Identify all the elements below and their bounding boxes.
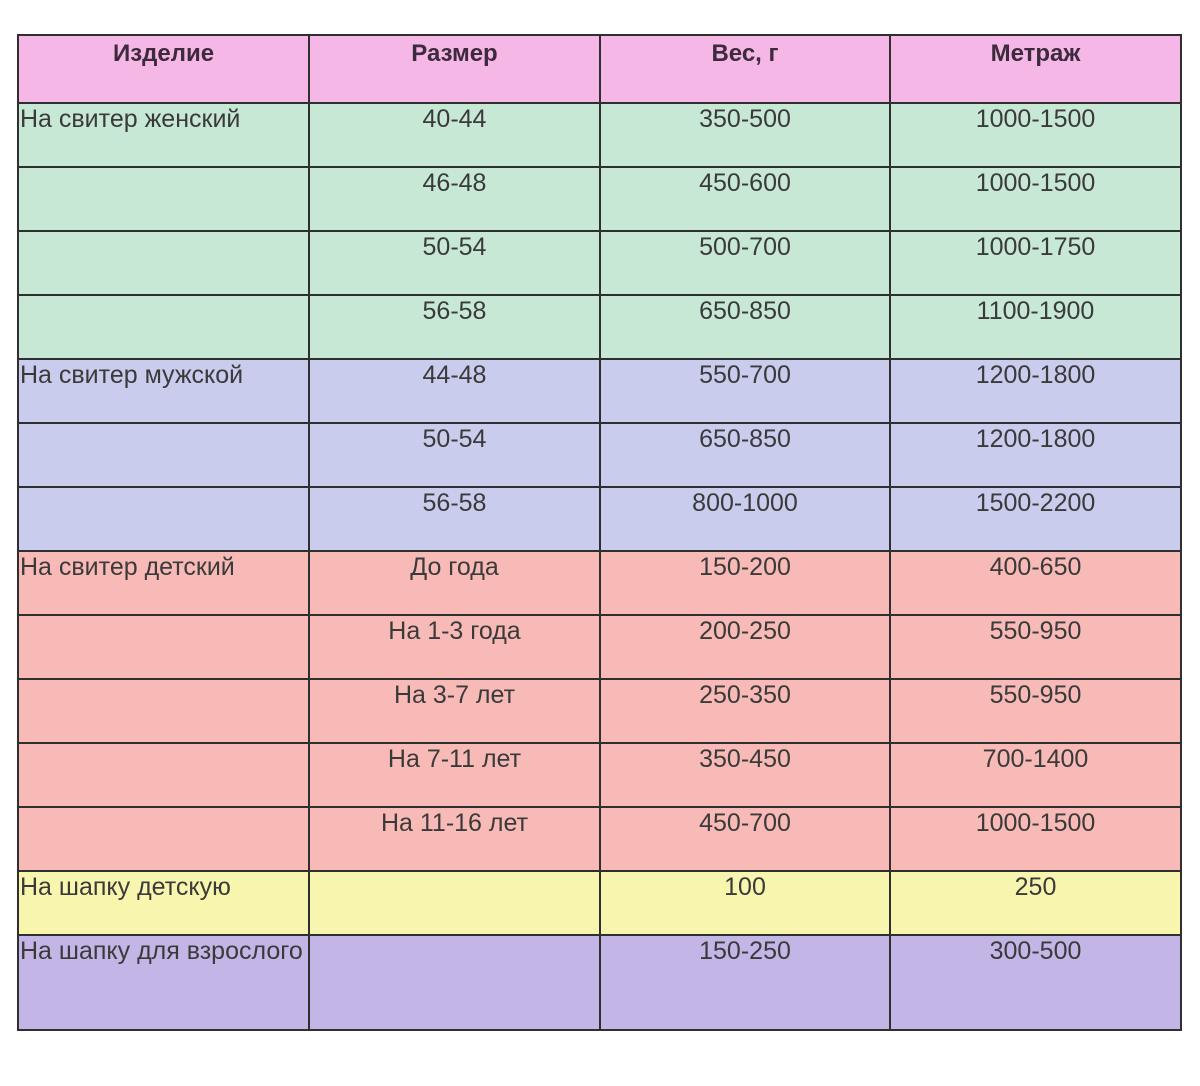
cell-weight: 350-450 bbox=[600, 743, 890, 807]
cell-item bbox=[18, 743, 309, 807]
cell-item: На свитер женский bbox=[18, 103, 309, 167]
cell-size: На 3-7 лет bbox=[309, 679, 600, 743]
cell-item bbox=[18, 807, 309, 871]
cell-weight: 550-700 bbox=[600, 359, 890, 423]
cell-length: 300-500 bbox=[890, 935, 1181, 1030]
cell-item bbox=[18, 295, 309, 359]
cell-weight: 650-850 bbox=[600, 295, 890, 359]
cell-weight: 150-200 bbox=[600, 551, 890, 615]
cell-item bbox=[18, 679, 309, 743]
cell-item: На свитер мужской bbox=[18, 359, 309, 423]
cell-item bbox=[18, 487, 309, 551]
header-item: Изделие bbox=[18, 35, 309, 103]
cell-length: 1000-1500 bbox=[890, 103, 1181, 167]
cell-item bbox=[18, 423, 309, 487]
cell-size: На 7-11 лет bbox=[309, 743, 600, 807]
cell-size: 56-58 bbox=[309, 487, 600, 551]
table-body bbox=[18, 103, 1181, 1030]
cell-length: 250 bbox=[890, 871, 1181, 935]
cell-item: На шапку детскую bbox=[18, 871, 309, 935]
table-row bbox=[18, 359, 1181, 423]
cell-weight: 450-700 bbox=[600, 807, 890, 871]
cell-size: До года bbox=[309, 551, 600, 615]
cell-length: 1100-1900 bbox=[890, 295, 1181, 359]
table-row bbox=[18, 743, 1181, 807]
table-row bbox=[18, 679, 1181, 743]
cell-weight: 500-700 bbox=[600, 231, 890, 295]
cell-weight: 100 bbox=[600, 871, 890, 935]
table-row bbox=[18, 487, 1181, 551]
table-row bbox=[18, 615, 1181, 679]
table-row bbox=[18, 551, 1181, 615]
cell-length: 1000-1500 bbox=[890, 167, 1181, 231]
cell-weight: 800-1000 bbox=[600, 487, 890, 551]
cell-weight: 350-500 bbox=[600, 103, 890, 167]
cell-length: 550-950 bbox=[890, 679, 1181, 743]
header-length: Метраж bbox=[890, 35, 1181, 103]
cell-weight: 650-850 bbox=[600, 423, 890, 487]
yarn-consumption-table bbox=[17, 34, 1182, 1031]
table-header-row bbox=[18, 35, 1181, 103]
header-size: Размер bbox=[309, 35, 600, 103]
cell-size bbox=[309, 935, 600, 1030]
cell-item bbox=[18, 231, 309, 295]
cell-size: 40-44 bbox=[309, 103, 600, 167]
cell-weight: 250-350 bbox=[600, 679, 890, 743]
cell-length: 1200-1800 bbox=[890, 423, 1181, 487]
cell-length: 1200-1800 bbox=[890, 359, 1181, 423]
cell-item: На свитер детский bbox=[18, 551, 309, 615]
cell-item bbox=[18, 615, 309, 679]
cell-length: 1500-2200 bbox=[890, 487, 1181, 551]
cell-length: 1000-1750 bbox=[890, 231, 1181, 295]
table-row bbox=[18, 871, 1181, 935]
cell-weight: 200-250 bbox=[600, 615, 890, 679]
cell-weight: 150-250 bbox=[600, 935, 890, 1030]
table-row bbox=[18, 103, 1181, 167]
table-row bbox=[18, 231, 1181, 295]
cell-length: 1000-1500 bbox=[890, 807, 1181, 871]
cell-item: На шапку для взрослого bbox=[18, 935, 309, 1030]
cell-size: 46-48 bbox=[309, 167, 600, 231]
cell-length: 400-650 bbox=[890, 551, 1181, 615]
table-row bbox=[18, 295, 1181, 359]
cell-size: 44-48 bbox=[309, 359, 600, 423]
cell-length: 700-1400 bbox=[890, 743, 1181, 807]
table-row bbox=[18, 935, 1181, 1030]
header-weight: Вес, г bbox=[600, 35, 890, 103]
cell-size bbox=[309, 871, 600, 935]
cell-size: На 11-16 лет bbox=[309, 807, 600, 871]
yarn-table-sheet bbox=[17, 34, 1180, 1031]
cell-item bbox=[18, 167, 309, 231]
cell-size: 50-54 bbox=[309, 231, 600, 295]
cell-length: 550-950 bbox=[890, 615, 1181, 679]
cell-size: 56-58 bbox=[309, 295, 600, 359]
table-row bbox=[18, 423, 1181, 487]
table-row bbox=[18, 807, 1181, 871]
cell-size: 50-54 bbox=[309, 423, 600, 487]
table-row bbox=[18, 167, 1181, 231]
cell-weight: 450-600 bbox=[600, 167, 890, 231]
cell-size: На 1-3 года bbox=[309, 615, 600, 679]
